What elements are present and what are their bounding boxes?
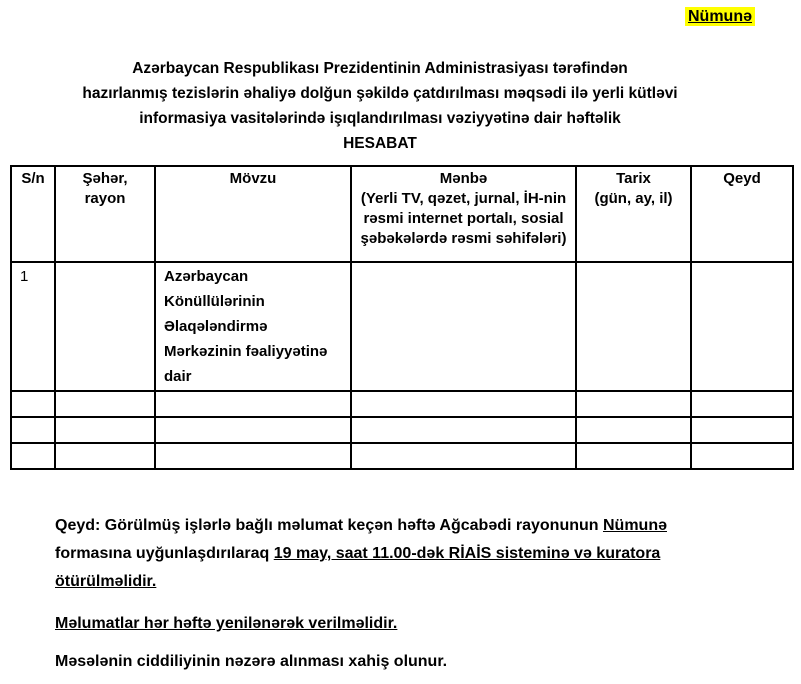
col-header-date-title: Tarix [616, 170, 651, 187]
col-header-source-sub: (Yerli TV, qəzet, jurnal, İH-nin rəsmi internet portalı, sosial şəbəkələrdə rəsmi səhifələri) [360, 190, 567, 247]
title-line-2: hazırlanmış tezislərin əhaliyə dolğun şəkildə çatdırılması məqsədi ilə yerli kütləvi [82, 85, 678, 102]
cell-date[interactable] [576, 391, 691, 417]
cell-city[interactable] [55, 443, 155, 469]
title-line-3: informasiya vasitələrində işıqlandırılması vəziyyətinə dair həftəlik [139, 110, 621, 127]
cell-note[interactable] [691, 262, 793, 391]
cell-date[interactable] [576, 443, 691, 469]
table-row [11, 443, 793, 469]
table-row [11, 262, 793, 391]
table-row [11, 417, 793, 443]
sample-tag-label: Nümunə [685, 7, 755, 26]
report-title [10, 56, 750, 156]
col-header-source-title: Mənbə [439, 170, 488, 187]
cell-date[interactable] [576, 262, 691, 391]
table-row [11, 391, 793, 417]
note-text-underlined: ötürülməlidir. [55, 573, 157, 590]
cell-note[interactable] [691, 417, 793, 443]
report-table [10, 165, 794, 470]
note-text-underlined: 19 may, saat 11.00-dək RİAİS sisteminə və kuratora [273, 545, 661, 562]
note-paragraph-seriousness [55, 653, 745, 671]
note-line [55, 540, 745, 568]
note-text: Məsələnin ciddiliyinin nəzərə alınması xahiş olunur. [55, 653, 448, 670]
cell-topic[interactable] [155, 391, 351, 417]
title-line-4: HESABAT [343, 135, 417, 152]
col-header-note: Qeyd [691, 166, 793, 262]
cell-topic[interactable] [155, 417, 351, 443]
note-text-underlined: Məlumatlar hər həftə yenilənərək verilməlidir. [55, 615, 398, 632]
sample-tag [685, 8, 755, 26]
title-line-1: Azərbaycan Respublikası Prezidentinin Administrasiyası tərəfindən [132, 60, 628, 77]
note-paragraph-deadline [55, 512, 745, 596]
cell-note[interactable] [691, 443, 793, 469]
table-header-row [11, 166, 793, 262]
cell-source[interactable] [351, 417, 576, 443]
cell-sn[interactable] [11, 417, 55, 443]
note-paragraph-weekly [55, 615, 745, 633]
cell-source[interactable] [351, 262, 576, 391]
note-text: formasına uyğunlaşdırılaraq [55, 545, 274, 562]
cell-sn[interactable] [11, 443, 55, 469]
cell-topic[interactable]: Azərbaycan Könüllülərinin Əlaqələndirmə Mərkəzinin fəaliyyətinə dair [155, 262, 351, 391]
cell-note[interactable] [691, 391, 793, 417]
cell-source[interactable] [351, 391, 576, 417]
cell-sn[interactable]: 1 [11, 262, 55, 391]
cell-sn[interactable] [11, 391, 55, 417]
note-text: Qeyd: Görülmüş işlərlə bağlı məlumat keçən həftə Ağcabədi rayonunun [55, 517, 603, 534]
note-line [55, 512, 745, 540]
col-header-date [576, 166, 691, 262]
cell-source[interactable] [351, 443, 576, 469]
cell-city[interactable] [55, 417, 155, 443]
col-header-sn: S/n [11, 166, 55, 262]
col-header-city: Şəhər, rayon [55, 166, 155, 262]
cell-city[interactable] [55, 391, 155, 417]
note-line [55, 568, 745, 596]
col-header-topic: Mövzu [155, 166, 351, 262]
cell-city[interactable] [55, 262, 155, 391]
col-header-source [351, 166, 576, 262]
col-header-date-sub: (gün, ay, il) [594, 190, 673, 207]
cell-topic[interactable] [155, 443, 351, 469]
cell-date[interactable] [576, 417, 691, 443]
note-text-underlined: Nümunə [602, 517, 667, 534]
